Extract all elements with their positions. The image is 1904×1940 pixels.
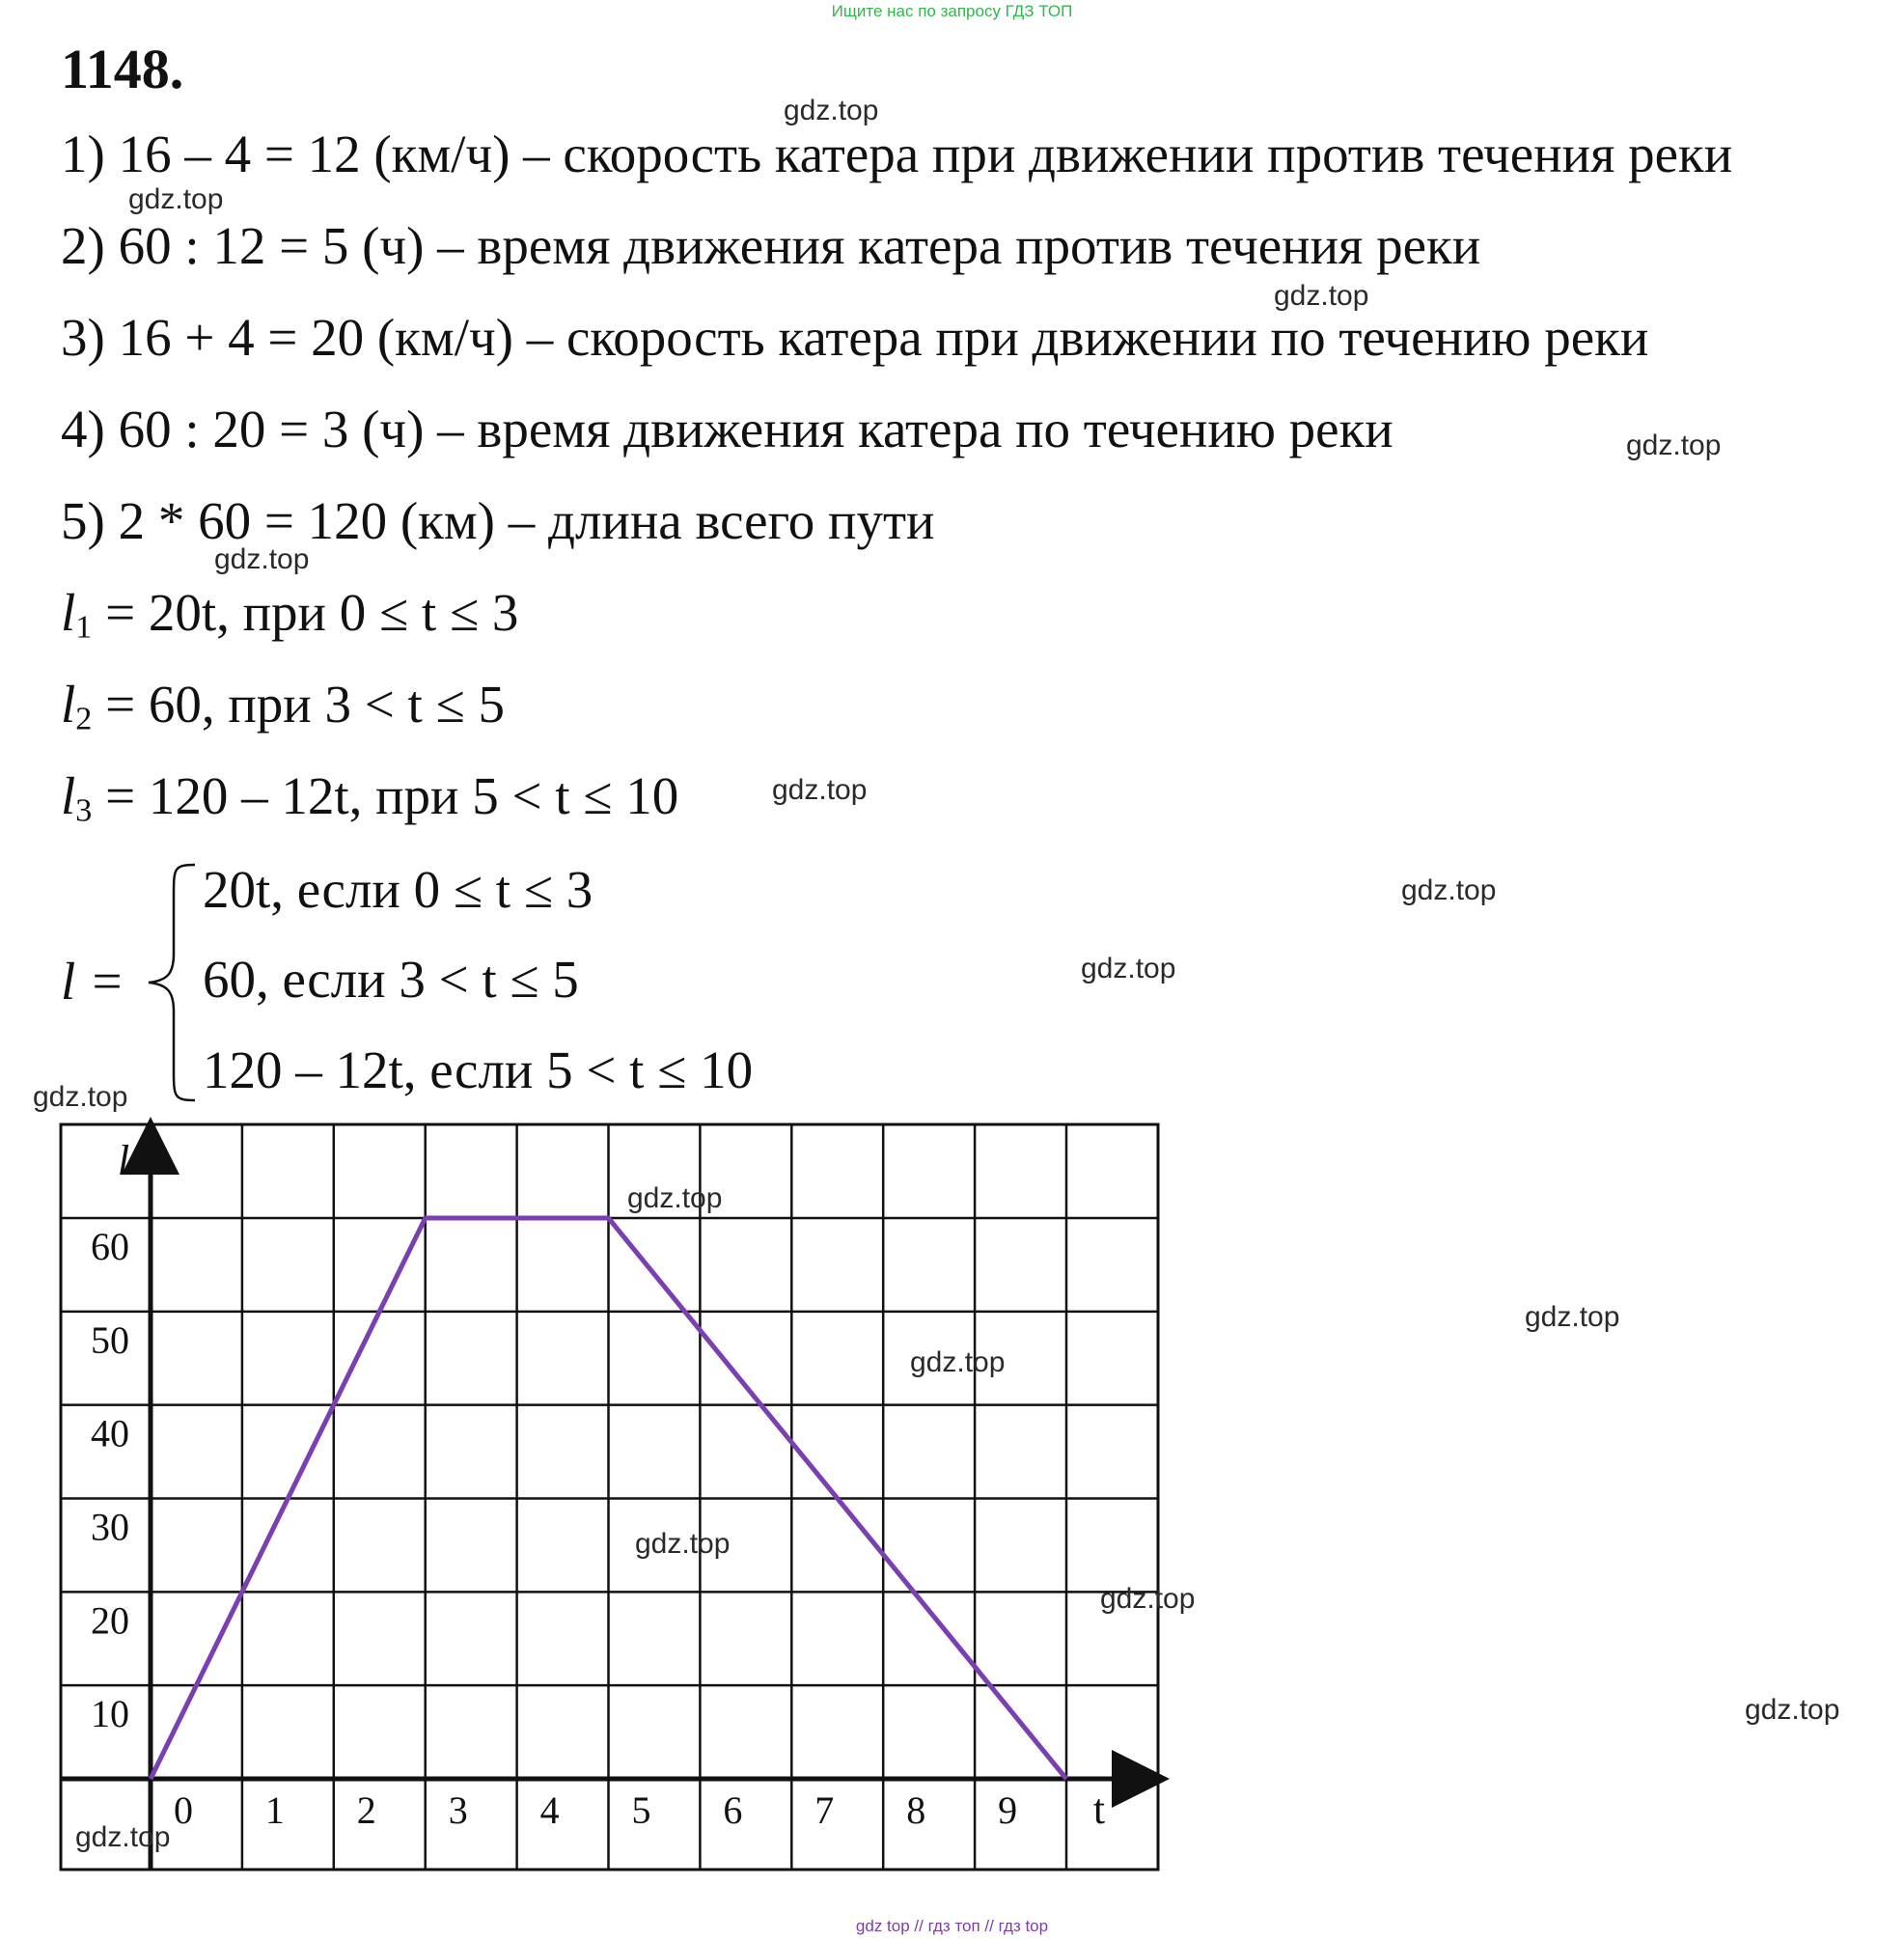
y-tick-label: 40: [91, 1411, 129, 1455]
piecewise-case-2: 60, если 3 < t ≤ 5: [203, 950, 579, 1009]
watermark: gdz.top: [784, 95, 879, 126]
watermark: gdz.top: [1081, 953, 1176, 984]
watermark: gdz.top: [33, 1081, 128, 1113]
watermark: gdz.top: [1274, 280, 1369, 312]
y-axis-label: l: [117, 1137, 130, 1184]
watermark: gdz.top: [1401, 874, 1497, 906]
formula-var: l: [61, 766, 76, 825]
watermark: gdz.top: [128, 183, 224, 215]
watermark: gdz.top: [772, 774, 868, 806]
chart-grid: [61, 1124, 1158, 1870]
watermark: gdz.top: [75, 1821, 171, 1853]
watermark: gdz.top: [1525, 1301, 1620, 1333]
step-1: 1) 16 – 4 = 12 (км/ч) – скорость катера при движении против течения реки: [61, 125, 1733, 183]
step-5: 5) 2 * 60 = 120 (км) – длина всего пути: [61, 491, 935, 550]
x-tick-label: 1: [264, 1788, 285, 1832]
x-tick-label: 8: [906, 1788, 926, 1832]
formula-sub: 2: [75, 701, 93, 737]
formula-sub: 1: [75, 609, 93, 646]
formula-rest: = 20t, при 0 ≤ t ≤ 3: [92, 583, 519, 642]
watermark: gdz.top: [1745, 1694, 1840, 1726]
formula-var: l: [61, 675, 76, 734]
step-2: 2) 60 : 12 = 5 (ч) – время движения катера против течения реки: [61, 216, 1481, 275]
watermark: gdz.top: [214, 543, 310, 575]
x-tick-label: 0: [174, 1788, 193, 1832]
y-tick-label: 10: [91, 1692, 129, 1736]
watermark: gdz.top: [1626, 430, 1722, 461]
watermark: gdz.top: [627, 1182, 723, 1214]
y-tick-label: 20: [91, 1598, 129, 1643]
x-axis-label: t: [1092, 1786, 1106, 1833]
y-tick-label: 60: [91, 1225, 129, 1268]
watermark: gdz.top: [910, 1346, 1006, 1378]
formula-var: l: [61, 583, 76, 642]
x-tick-label: 2: [356, 1788, 376, 1832]
x-tick-label: 3: [448, 1788, 468, 1832]
piecewise-lhs: l =: [61, 952, 125, 1011]
formula-rest: = 60, при 3 < t ≤ 5: [92, 675, 505, 734]
x-tick-label: 6: [723, 1788, 743, 1832]
piecewise-case-1: 20t, если 0 ≤ t ≤ 3: [203, 860, 593, 919]
y-tick-label: 50: [91, 1317, 129, 1362]
x-tick-label: 4: [539, 1788, 560, 1832]
x-tick-label: 9: [998, 1788, 1018, 1832]
step-4: 4) 60 : 20 = 3 (ч) – время движения катера по течению реки: [61, 400, 1394, 458]
formula-sub: 3: [75, 792, 93, 829]
chart-axes: [61, 1146, 1141, 1870]
piecewise-case-3: 120 – 12t, если 5 < t ≤ 10: [203, 1040, 754, 1099]
x-tick-label: 7: [814, 1788, 835, 1832]
watermark: gdz.top: [1100, 1583, 1196, 1615]
x-tick-label: 5: [631, 1788, 651, 1832]
watermark: gdz.top: [635, 1528, 731, 1560]
y-tick-label: 30: [91, 1505, 129, 1549]
step-3: 3) 16 + 4 = 20 (км/ч) – скорость катера при движении по течению реки: [61, 308, 1649, 367]
problem-number: 1148.: [61, 38, 184, 100]
header-note: Ищите нас по запросу ГДЗ ТОП: [831, 2, 1073, 20]
footer-note: gdz top // гдз топ // гдз top: [855, 1917, 1049, 1935]
formula-rest: = 120 – 12t, при 5 < t ≤ 10: [92, 766, 679, 825]
